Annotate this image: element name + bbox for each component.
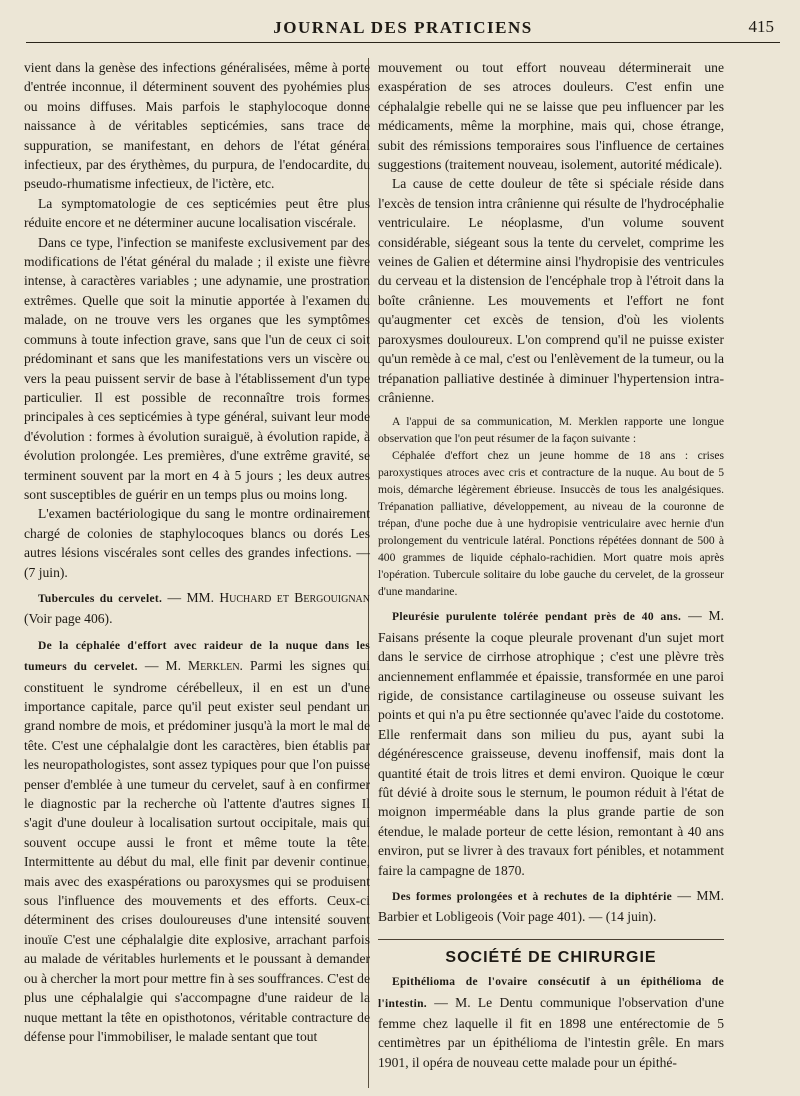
journal-title: JOURNAL DES PRATICIENS <box>273 18 533 37</box>
item-cephalee-text: Parmi les signes qui constituent le syndrome cérébelleux, il en est un d'une importance capitale, parce qu'il peut exister seul pendant un grand nombre de mois, et prédominer jusqu'à la mort le mal de tête. C'est une céphalalgie dont les caractères, bien établis par les neuropathologistes, sont assez typiques pour que l'on puisse penser d'emblée à une tumeur du cervelet, sauf à en confirmer le diagnostic par la recherche où l'attente d'autres signes Il s'agit d'une douleur à localisation surtout occipitale, mais qui souvent occupe aussi le front et même toute la tête. Intermittente au début du mal, elle finit par devenir continue, mais avec des exaspérations ou paroxysmes qui se produisent sous l'influence des mouvements et des efforts. Ceux-ci déterminent des crises douloureuses d'une intensité souvent inouïe C'est une céphalalgie dite explosive, arrachant parfois au malade de véritables hurlements et le poussant à demander ou à chercher la mort pour mettre fin à ses souffrances. C'est de plus une céphalalgie qui s'accompagne d'une raideur de la nuque mettant la tête en opisthotonos, véritable contracture de défense pour l'immobiliser, le malade sentant que tout <box>24 658 370 1044</box>
item-tubercules-ref: (Voir page 406). <box>24 611 113 627</box>
item-epithelioma <box>378 971 724 1072</box>
item-tubercules <box>24 588 370 629</box>
page-number: 415 <box>748 17 774 36</box>
item-tubercules-heading: Tubercules du cervelet. <box>38 592 163 605</box>
item-diphterie <box>378 886 724 927</box>
right-column <box>378 58 724 1072</box>
item-epithelioma-heading: Epithélioma de l'ovaire consécutif à un épithélioma de l'intestin. <box>378 976 724 1010</box>
section-title: SOCIÉTÉ DE CHIRURGIE <box>378 939 724 967</box>
left-paragraph-1: vient dans la genèse des infections généralisées, même à porte d'entrée inconnue, il déterminent souvent des pyohémies plus ou moins diffuses. Mais parfois le staphylocoque donne naissance à de véritables septicémies, sans trace de suppuration, se manifestant, en dehors de l'état général infectieux, par des érythèmes, du purpura, de l'endocardite, du pseudo-rhumatisme infectieux, de l'ictère, etc. <box>24 60 370 192</box>
left-column <box>24 58 370 1046</box>
left-paragraph-3: Dans ce type, l'infection se manifeste exclusivement par des modifications de l'état général du malade ; il existe une fièvre intense, à caractères variables ; une adynamie, une prostration extrêmes. Quelle que soit la minutie apportée à l'examen du malade, on ne trouve vers les organes que les symptômes communs à toute infection grave, sans que l'un de ceux ci soit prédominant et sans que les manifestations vers un viscère ou vers la peau puissent servir de base à l'établissement d'un type particulier. Il est possible de reconnaître trois formes principales à ces septicémies à type général, suivant leur mode d'évolution : formes à évolution suraiguë, à évolution rapide, à évolution prolongée. Les premières, d'une extrême gravité, se terminent souvent par la mort en 4 à 5 jours ; les deux autres sont susceptibles de guérir en un temps plus ou moins long. <box>24 234 370 502</box>
item-cephalee <box>24 635 370 1047</box>
item-cephalee-author: — M. Merklen. <box>144 658 243 674</box>
item-pleuresie-heading: Pleurésie purulente tolérée pendant près de 40 ans. <box>392 611 682 624</box>
item-tubercules-authors: — MM. Huchard et Bergouignan <box>167 589 371 605</box>
item-diphterie-heading: Des formes prolongées et à rechutes de la diphtérie <box>392 891 673 903</box>
item-diphterie-text: — MM. Barbier et Lobligeois (Voir page 401). — (14 juin). <box>378 888 724 925</box>
left-paragraph-4: L'examen bactériologique du sang le montre ordinairement chargé de colonies de staphylocoques blancs ou dorés Les autres lésions viscérales sont celles des grandes infections. — (7 juin). <box>24 506 370 580</box>
observation-summary: Céphalée d'effort chez un jeune homme de 18 ans : crises paroxystiques atroces avec cris et contracture de la nuque. Au bout de 5 mois, démarche légèrement ébrieuse. Insuccès de tous les analgésiques. Trépanation palliative, développement, au niveau de la couronne de trépan, d'une poche due à une hydropisie ventriculaire avec hernie d'un prolongement du ventricule latéral. Ponctions répétées donnant de 500 à 400 grammes de liquide céphalo-rachidien. Mort quatre mois après l'opération. Tubercule solitaire du lobe gauche du cervelet, de la grosseur d'une mandarine. <box>378 449 724 599</box>
item-pleuresie <box>378 606 724 880</box>
left-paragraph-2: La symptomatologie de ces septicémies peut être plus réduite encore et ne déterminer aucune localisation viscérale. <box>24 195 370 231</box>
right-paragraph-2: La cause de cette douleur de tête si spéciale réside dans l'excès de tension intra crânienne qui résulte de l'hydrocéphalie ventriculaire. Le néoplasme, d'un volume souvent considérable, siégeant sous la tente du cervelet, comprime les veines de Galien et détermine ainsi l'hydropisie des ventricules du cerveau et la distension de l'encéphale trop à l'étroit dans la boîte crânienne. Les mouvements et l'effort ne font qu'augmenter cet excès de tension, d'où les violents paroxysmes douloureux. L'on comprend qu'il ne puisse exister qu'un remède à ce mal, c'est ou l'enlèvement de la tumeur, ou la trépanation palliative destinée à diminuer l'hypertension intra-crânienne. <box>378 176 724 405</box>
item-epithelioma-text: — M. Le Dentu communique l'observation d'une femme chez laquelle il fit en 1898 une entérectomie de 5 centimètres par un épithélioma de l'intestin grêle. En mars 1901, il opéra de nouveau cette malade pour un épithé- <box>378 994 724 1070</box>
item-pleuresie-text: — M. Faisans présente la coque pleurale provenant d'un sujet mort dans le service de cirrhose atrophique ; c'est une plèvre très anciennement enflammée et épaissie, transformée en une paroi rigide, de consistance cartilagineuse ou osseuse suivant les points et qui n'a pu être sectionnée qu'avec l'aide du costotome. Elle renfermait dans son milieu du pus, ayant subi la dégénérescence graisseuse, devenu inoffensif, mais dont la quantité était de trois litres et demi environ. Quoique le cœur fût dévié à droite sous le sternum, le poumon réduit à l'état de moignon imperméable dans la plus grande partie de son étendue, le malade porteur de cette lésion, remontant à 40 ans environ, put se livrer à des travaux fort pénibles, et notamment faire la campagne de 1870. <box>378 608 725 878</box>
right-paragraph-1: mouvement ou tout effort nouveau déterminerait une exaspération de ses atroces douleurs. C'est enfin une céphalalgie rebelle qui ne se laisse que peu influencer par les médicaments, même la morphine, mais qui, chose étrange, subit des rémissions temporaires sous l'influence de certaines suggestions (traitement nouveau, isolement, autorité médicale). <box>378 60 724 173</box>
right-paragraph-3: A l'appui de sa communication, M. Merklen rapporte une longue observation que l'on peut résumer de la façon suivante : <box>378 415 724 446</box>
running-header <box>26 14 780 43</box>
item-cephalee-heading: De la céphalée d'effort avec raideur de la nuque dans les tumeurs du cervelet. <box>24 639 370 674</box>
